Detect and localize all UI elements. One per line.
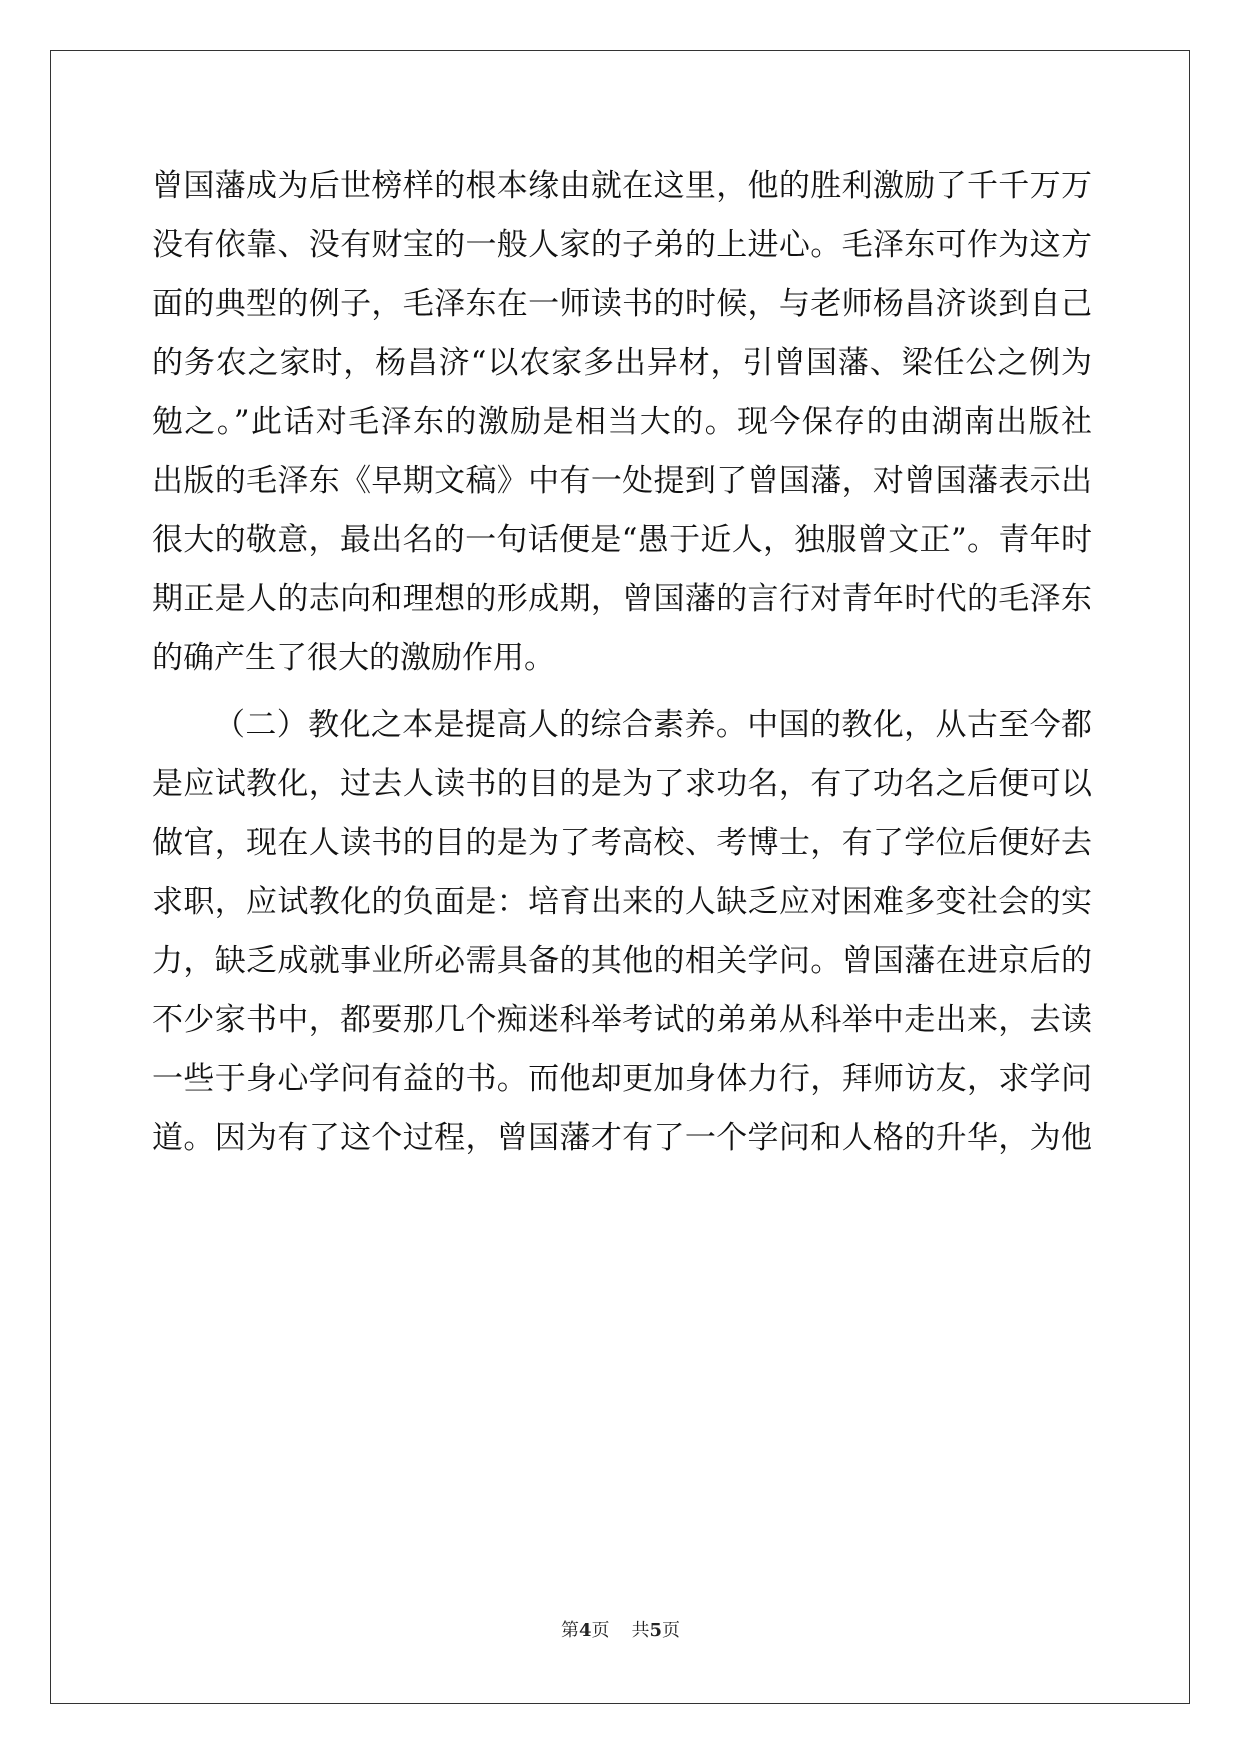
footer-page-total: 5	[649, 1620, 663, 1641]
paragraph-2-line-6: 不少家书中，都要那几个痴迷科举考试的弟弟从科举中走出来，去读	[152, 1002, 1092, 1038]
paragraph-gap	[152, 688, 1092, 696]
paragraph-2-line-7: 一些于身心学问有益的书。而他却更加身体力行，拜师访友，求学问	[152, 1061, 1092, 1097]
footer-page-suffix: 页	[591, 1620, 610, 1641]
paragraph-2-line-1: （二）教化之本是提高人的综合素养。中国的教化，从古至今都	[214, 707, 1092, 743]
paragraph-2-line-8: 道。因为有了这个过程，曾国藩才有了一个学问和人格的升华，为他	[152, 1120, 1092, 1156]
page-footer	[0, 1616, 1241, 1642]
footer-page-current: 4	[578, 1620, 592, 1641]
document-body	[152, 157, 1092, 1168]
paragraph-2-line-2: 是应试教化，过去人读书的目的是为了求功名，有了功名之后便可以	[152, 766, 1092, 802]
paragraph-1-line-4: 的务农之家时，杨昌济“以农家多出异材，引曾国藩、梁任公之例为	[152, 345, 1092, 381]
footer-page-prefix: 第	[560, 1620, 579, 1641]
paragraph-1-line-2: 没有依靠、没有财宝的一般人家的子弟的上进心。毛泽东可作为这方	[152, 227, 1092, 263]
paragraph-1-line-8: 期正是人的志向和理想的形成期，曾国藩的言行对青年时代的毛泽东	[152, 581, 1092, 617]
footer-total-prefix: 共	[631, 1620, 650, 1641]
paragraph-2-line-5: 力，缺乏成就事业所必需具备的其他的相关学问。曾国藩在进京后的	[152, 943, 1092, 979]
paragraph-2-line-4: 求职，应试教化的负面是：培育出来的人缺乏应对困难多变社会的实	[152, 884, 1092, 920]
paragraph-1-line-3: 面的典型的例子，毛泽东在一师读书的时候，与老师杨昌济谈到自己	[152, 286, 1092, 322]
paragraph-1-line-9: 的确产生了很大的激励作用。	[152, 640, 555, 676]
paragraph-1-line-7: 很大的敬意，最出名的一句话便是“愚于近人，独服曾文正”。青年时	[152, 522, 1092, 558]
footer-total-suffix: 页	[662, 1620, 681, 1641]
paragraph-1-line-6: 出版的毛泽东《早期文稿》中有一处提到了曾国藩，对曾国藩表示出	[152, 463, 1092, 499]
paragraph-1-line-5: 勉之。”此话对毛泽东的激励是相当大的。现今保存的由湖南出版社	[152, 404, 1092, 440]
paragraph-2-line-3: 做官，现在人读书的目的是为了考高校、考博士，有了学位后便好去	[152, 825, 1092, 861]
paragraph-1-line-1: 曾国藩成为后世榜样的根本缘由就在这里，他的胜利激励了千千万万	[152, 168, 1092, 204]
